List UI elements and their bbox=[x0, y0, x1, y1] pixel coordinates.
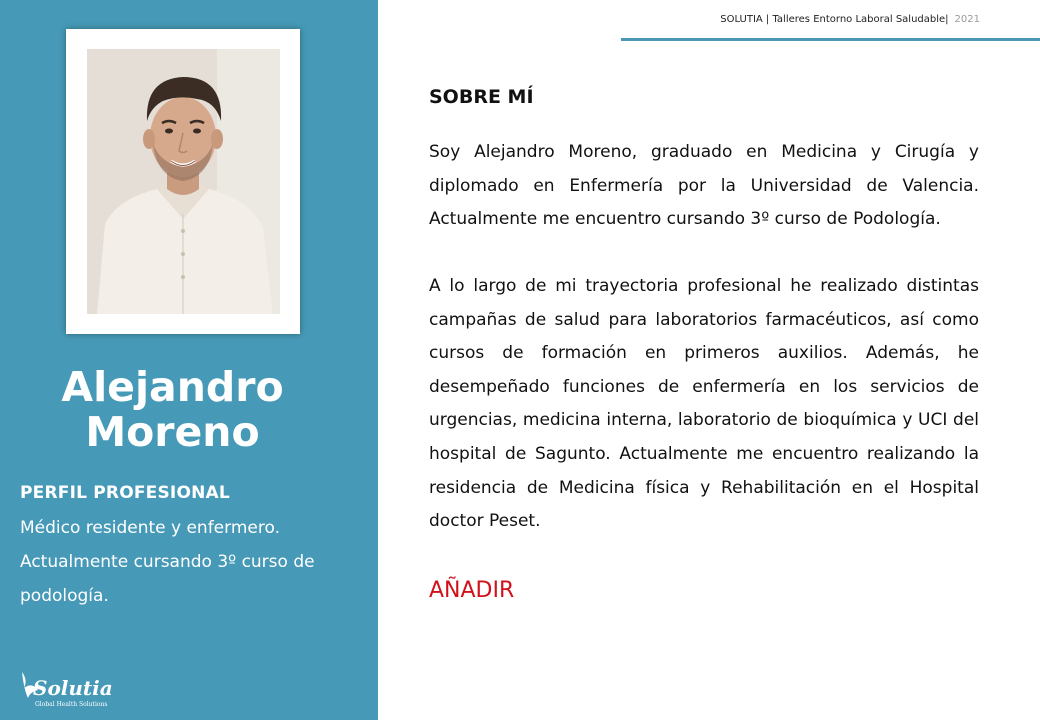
profile-last-name: Moreno bbox=[85, 408, 260, 456]
profile-photo bbox=[87, 49, 280, 314]
header-year: 2021 bbox=[954, 14, 980, 25]
profile-first-name: Alejandro bbox=[61, 363, 284, 411]
logo-brand: Solutia bbox=[33, 676, 113, 700]
profile-sidebar bbox=[0, 0, 378, 720]
header-divider bbox=[621, 38, 1040, 41]
logo-tagline: Global Health Solutions bbox=[35, 701, 108, 708]
profile-photo-frame bbox=[66, 29, 300, 334]
profile-summary: Médico residente y enfermero. Actualmente cursando 3º curso de podología. bbox=[20, 518, 315, 606]
profile-section-heading: PERFIL PROFESIONAL bbox=[20, 483, 230, 503]
about-paragraph-1: Soy Alejandro Moreno, graduado en Medicina y Cirugía y diplomado en Enfermería por la Universidad de Valencia. Actualmente me encuentro cursando 3º curso de Podología. bbox=[429, 142, 979, 230]
solutia-logo bbox=[20, 668, 113, 712]
header-title: SOLUTIA | Talleres Entorno Laboral Saludable| bbox=[720, 14, 949, 25]
about-paragraph-2: A lo largo de mi trayectoria profesional he realizado distintas campañas de salud para laboratorios farmacéuticos, así como cursos de formación en primeros auxilios. Además, he desempeñado funciones de enfermería en los servicios de urgencias, medicina interna, laboratorio de bioquímica y UCI del hospital de Sagunto. Actualmente me encuentro realizando la residencia de Medicina física y Rehabilitación en el Hospital doctor Peset. bbox=[429, 276, 979, 532]
page-header bbox=[720, 14, 980, 25]
add-button[interactable]: AÑADIR bbox=[429, 578, 515, 603]
about-title: SOBRE MÍ bbox=[429, 86, 534, 108]
